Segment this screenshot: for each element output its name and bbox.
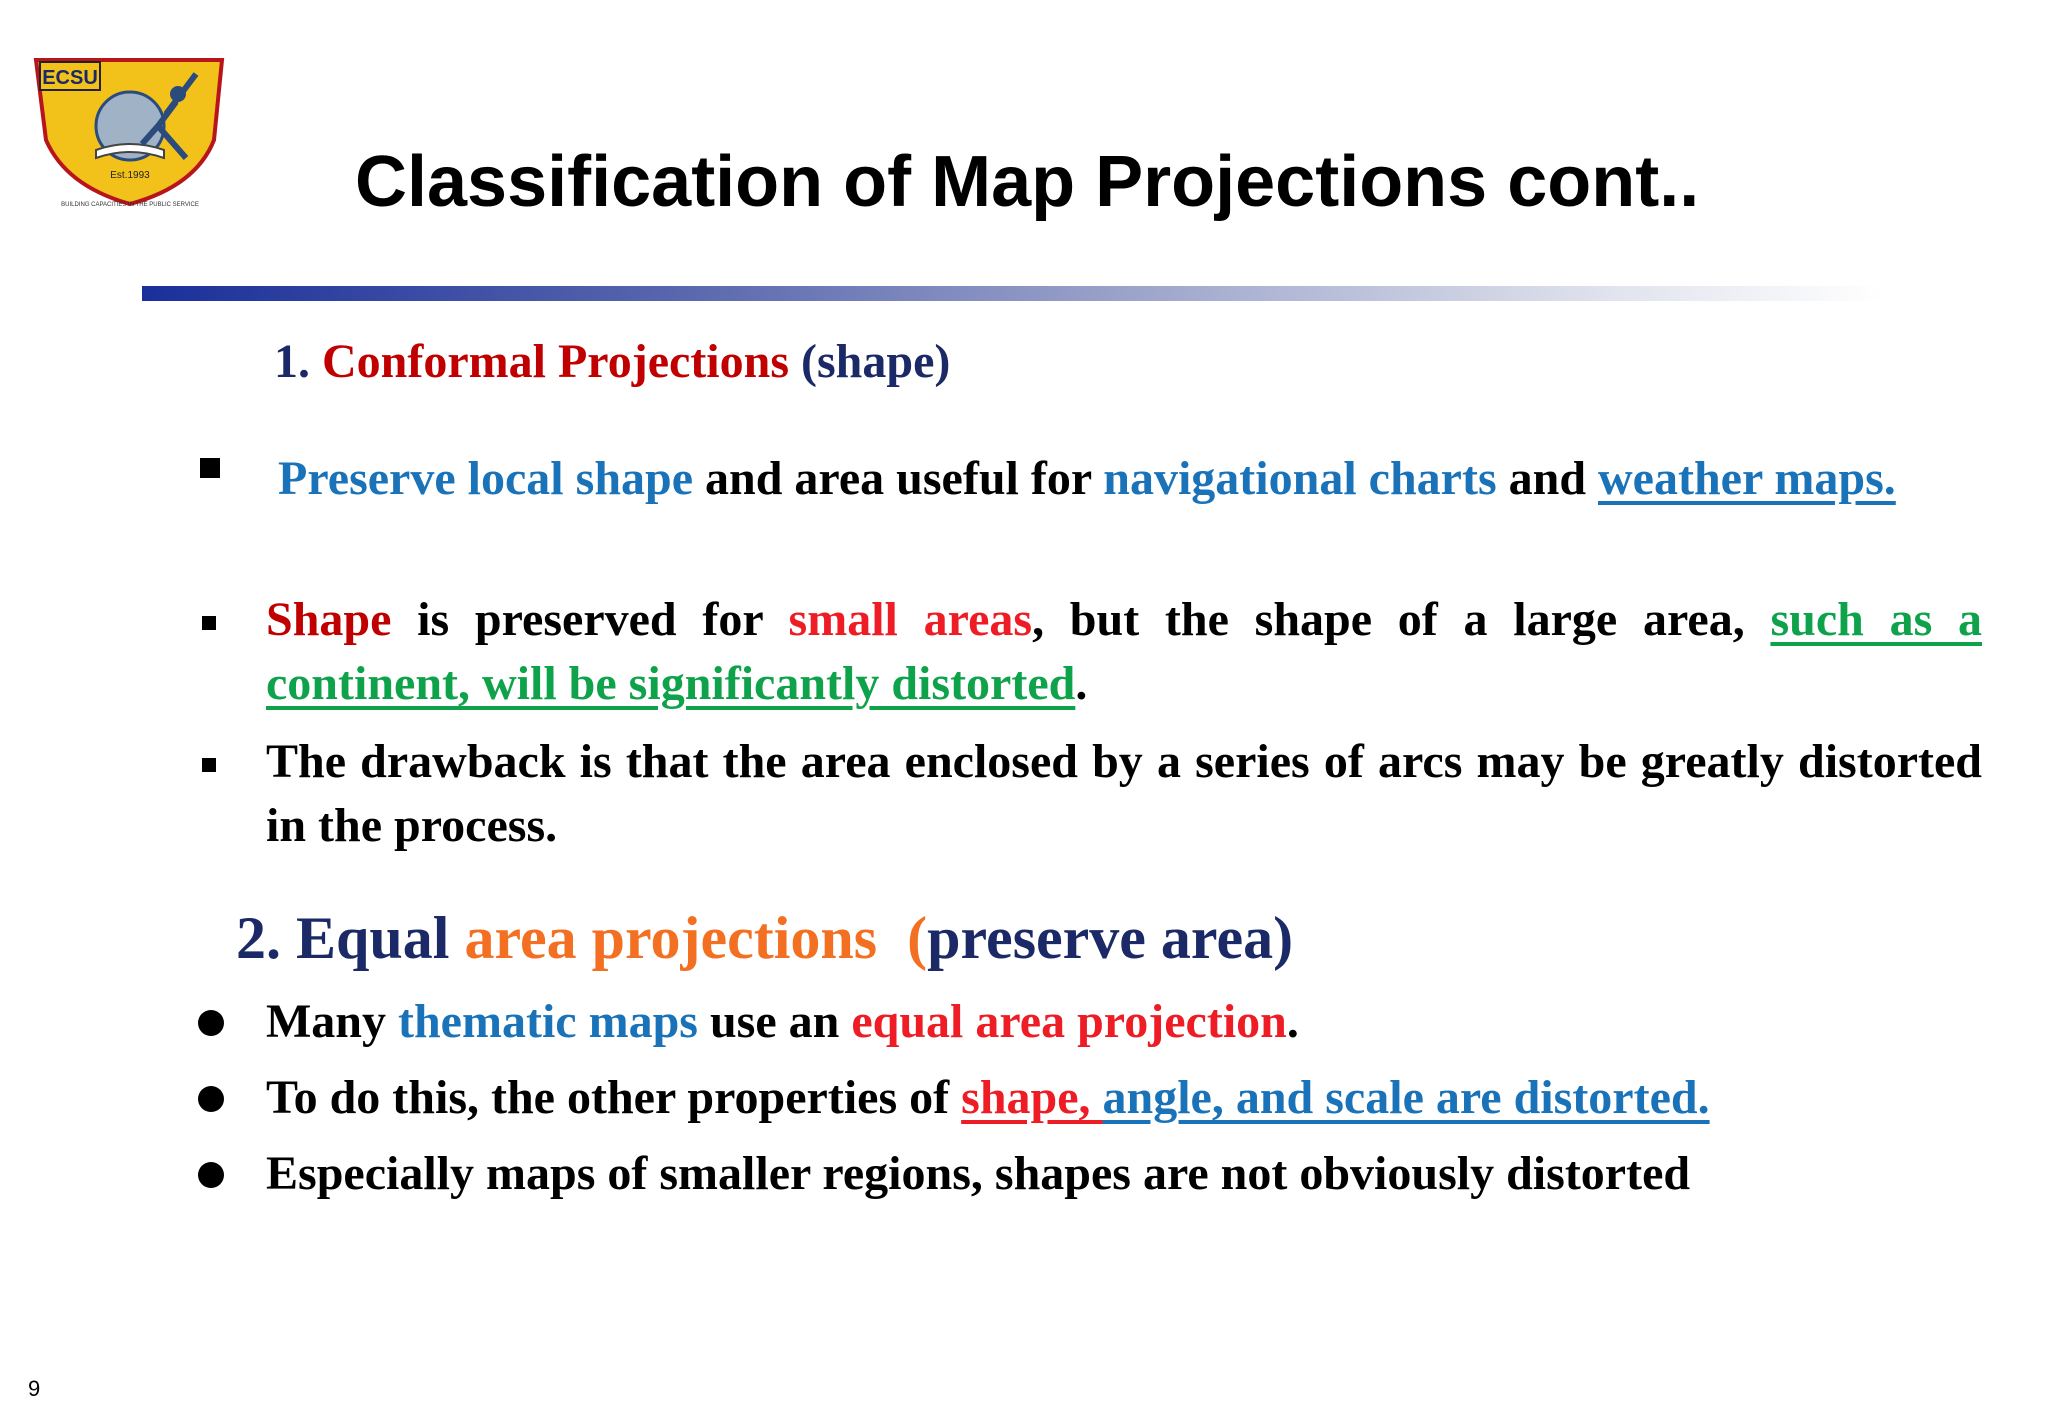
highlight-text: Preserve local shape (278, 452, 694, 505)
section-heading-conformal (274, 334, 950, 390)
underlined-text: shape, (961, 1071, 1103, 1124)
title-divider (142, 286, 1882, 301)
highlight-text: thematic maps (398, 995, 698, 1048)
paren-open: ( (907, 905, 928, 971)
plain-text: and area useful for (693, 452, 1104, 505)
section-word: Equal (296, 905, 450, 971)
logo-text: ECSU (42, 67, 98, 89)
plain-text: . (1286, 995, 1299, 1048)
bullet-text (266, 444, 1982, 514)
underlined-link-text: weather maps. (1598, 452, 1896, 505)
round-bullet-icon (198, 1086, 224, 1112)
ecsu-logo (26, 54, 240, 214)
section-name: Conformal Projections (322, 335, 790, 388)
bullet-text: The drawback is that the area enclosed by a series of arcs may be greatly distorted in the process. (266, 735, 1982, 852)
section-heading-equal-area (236, 902, 1293, 974)
plain-text: is preserved for (391, 593, 789, 646)
square-bullet-icon (202, 616, 216, 630)
plain-text: , but the shape of a large area, (1032, 593, 1771, 646)
list-item (266, 1068, 1710, 1128)
list-item (266, 992, 1299, 1052)
underlined-text: angle, and scale are distorted. (1102, 1071, 1710, 1124)
plain-text: Especially maps of smaller regions, shapes are not obviously distorted (266, 1147, 1691, 1200)
square-bullet-icon (202, 758, 216, 772)
underlined-text: such as a continent, will be significantly distorted (266, 593, 1983, 710)
section-number: 1. (274, 335, 310, 388)
logo-established: Est.1993 (110, 170, 150, 181)
bullet-text (266, 588, 1982, 716)
section-name: area projections (464, 905, 878, 971)
plain-text: To do this, the other properties of (266, 1071, 962, 1124)
round-bullet-icon (198, 1010, 224, 1036)
slide-title: Classification of Map Projections cont.. (355, 142, 1700, 222)
list-item (266, 1144, 1690, 1204)
highlight-text: navigational charts (1103, 452, 1497, 505)
highlight-text: small areas (788, 593, 1033, 646)
round-bullet-icon (198, 1162, 224, 1188)
section-number: 2. (236, 905, 281, 971)
highlight-text: Shape (266, 593, 392, 646)
section-note: preserve area (927, 905, 1274, 971)
plain-text: Many (266, 995, 398, 1048)
section-note: (shape) (801, 335, 951, 388)
paren-close: ) (1273, 905, 1294, 971)
logo-motto: BUILDING CAPACITIES IN THE PUBLIC SERVICE (61, 202, 199, 208)
plain-text: and (1496, 452, 1599, 505)
plain-text: use an (697, 995, 852, 1048)
plain-text: . (1075, 657, 1088, 710)
highlight-text: equal area projection (851, 995, 1287, 1048)
square-bullet-icon (200, 458, 220, 478)
page-number: 9 (28, 1376, 41, 1401)
